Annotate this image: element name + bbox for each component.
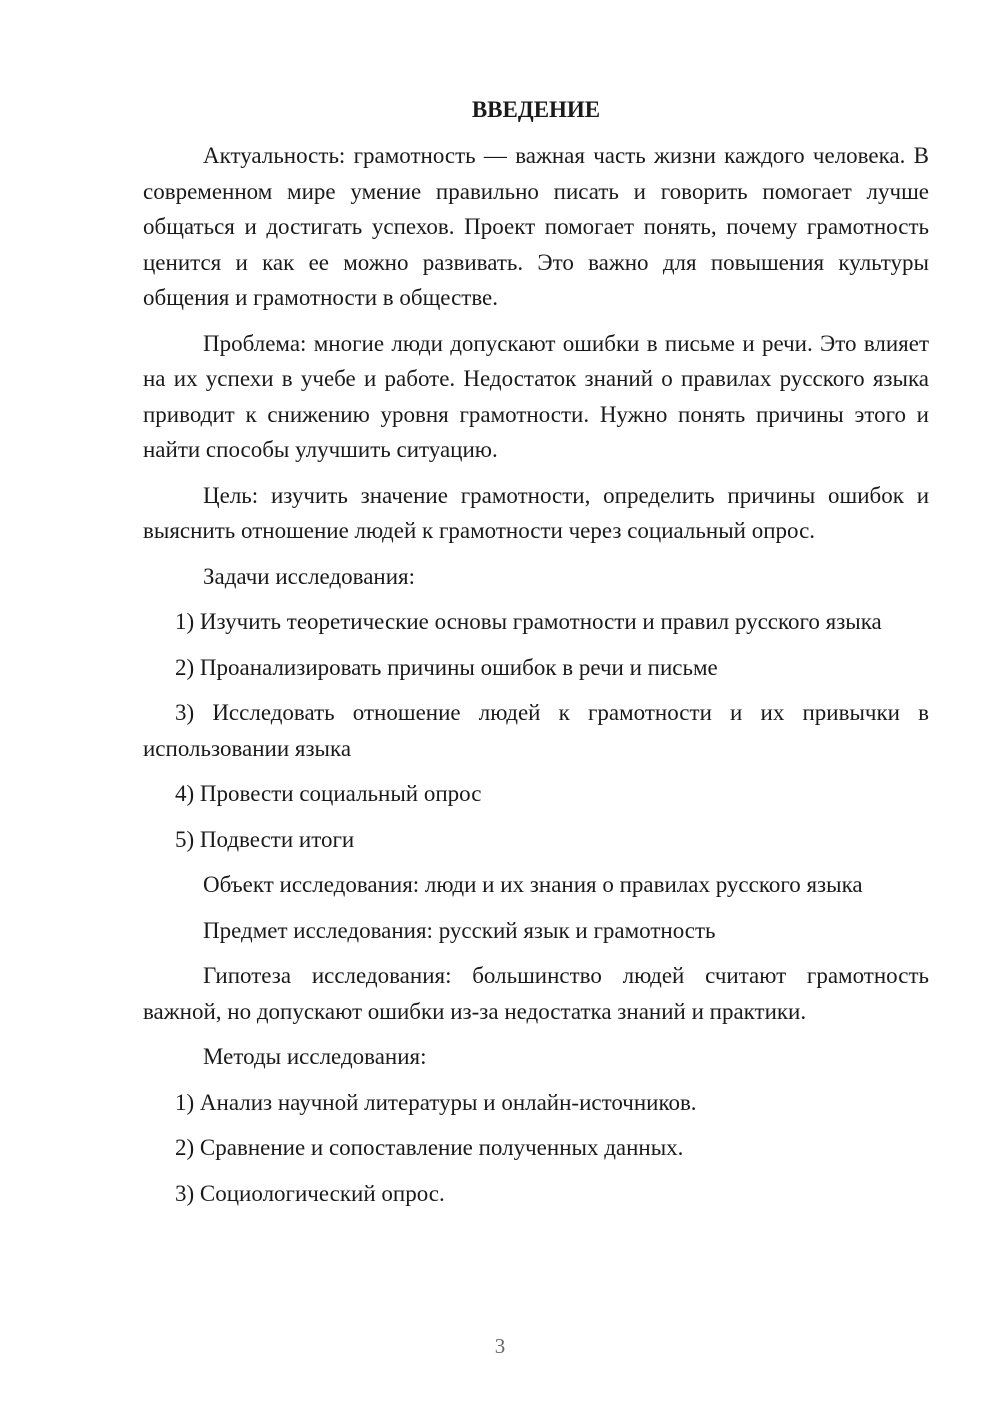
tasks-heading: Задачи исследования: bbox=[203, 563, 416, 589]
problem-paragraph: Проблема: многие люди допускают ошибки в письме и речи. Это влияет на их успехи в учебе и работе. Недостаток знаний о правилах русского языка приводит к снижению уровня грамотности. Нужно понять причины этого и найти способы улучшить ситуацию. bbox=[143, 330, 929, 462]
methods-heading: Методы исследования: bbox=[203, 1044, 427, 1069]
relevance-paragraph: Актуальность: грамотность — важная часть жизни каждого человека. В современном мире умение правильно писать и говорить помогает лучше общаться и достигать успехов. Проект помогает понять, почему грамотность ценится и как ее можно развивать. Это важно для повышения культуры общения и грамотности в обществе. bbox=[143, 143, 929, 310]
method-item-1: 1) Анализ научной литературы и онлайн-источников. bbox=[175, 1089, 697, 1115]
document-title: ВВЕДЕНИЕ bbox=[471, 97, 601, 122]
task-item-4: 4) Провести социальный опрос bbox=[175, 781, 482, 806]
document-page bbox=[143, 94, 929, 1221]
task-item-3: 3) Исследовать отношение людей к грамотности и их привычки в использовании языка bbox=[143, 700, 929, 761]
goal-paragraph: Цель: изучить значение грамотности, определить причины ошибок и выяснить отношение людей к грамотности через социальный опрос. bbox=[143, 482, 929, 543]
object-line: Объект исследования: люди и их знания о правилах русского языка bbox=[203, 872, 863, 897]
hypothesis-paragraph: Гипотеза исследования: большинство людей считают грамотность важной, но допускают ошибки из-за недостатка знаний и практики. bbox=[143, 963, 929, 1024]
task-item-1: 1) Изучить теоретические основы грамотности и правил русского языка bbox=[175, 609, 882, 634]
task-item-2: 2) Проанализировать причины ошибок в речи и письме bbox=[175, 654, 718, 680]
task-item-5: 5) Подвести итоги bbox=[175, 826, 355, 852]
page-number: 3 bbox=[494, 1334, 506, 1358]
method-item-2: 2) Сравнение и сопоставление полученных данных. bbox=[175, 1135, 684, 1160]
method-item-3: 3) Социологический опрос. bbox=[175, 1180, 445, 1206]
subject-line: Предмет исследования: русский язык и грамотность bbox=[203, 917, 716, 943]
